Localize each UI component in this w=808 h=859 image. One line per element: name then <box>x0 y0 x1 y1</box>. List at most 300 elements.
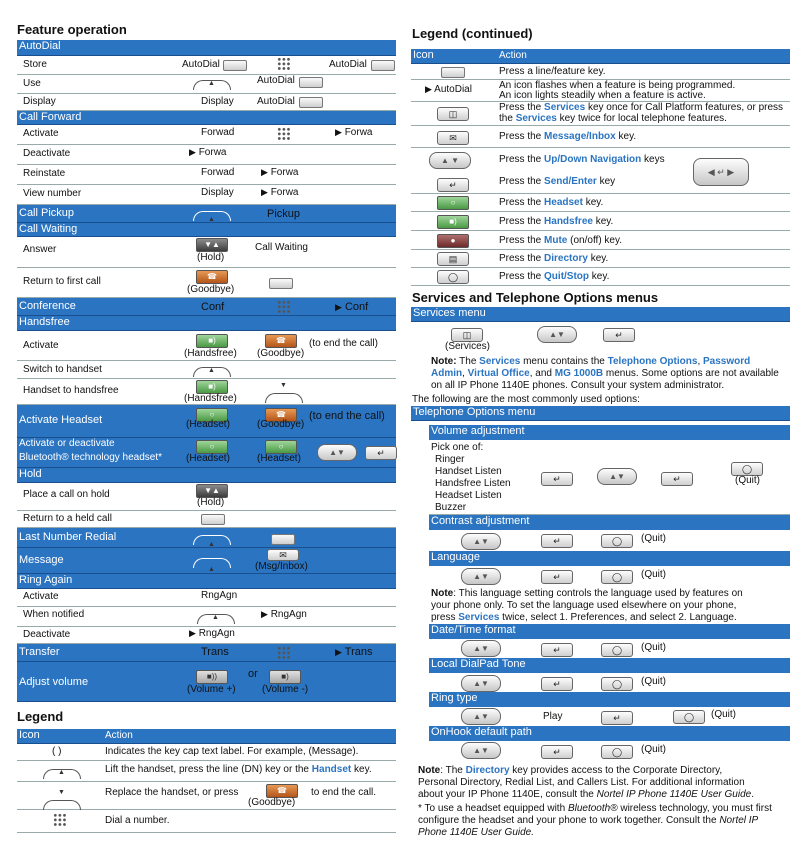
note-keyword: Password <box>703 356 751 367</box>
headset-key-icon: ○ <box>196 408 228 422</box>
headset-band <box>17 405 396 438</box>
enter-key-icon: ↵ <box>541 570 573 584</box>
row-label: Display <box>23 96 56 107</box>
services-keyword: Services <box>458 612 500 623</box>
navigation-key-icon: ▲▼ <box>597 468 637 485</box>
display-text: (to end the call) <box>309 410 385 422</box>
lift-handset-icon <box>193 211 231 221</box>
band-label: Call Pickup <box>19 207 75 219</box>
legend-text: key. <box>582 197 604 208</box>
display-text: Pickup <box>267 208 301 220</box>
row-label: Return to first call <box>23 276 101 287</box>
services-band: Services menu <box>411 307 790 322</box>
band-label: Last Number Redial <box>19 531 117 543</box>
goodbye-key-icon: ☎ <box>266 784 298 798</box>
band-label: Message <box>19 554 64 566</box>
key-caption: (Headset) <box>186 453 230 464</box>
legend-text: keys <box>641 154 665 165</box>
ringagain-notified-row <box>17 607 396 627</box>
replace-handset-icon <box>265 393 303 403</box>
enter-key-icon: ↵ <box>541 472 573 486</box>
navigation-key-icon: ▲▼ <box>461 533 501 550</box>
enter-key-icon: ↵ <box>541 677 573 691</box>
callwaiting-answer-row <box>17 237 396 268</box>
note-keyword: Admin <box>431 368 463 379</box>
following-text: The following are the most commonly used options: <box>412 394 640 405</box>
keycap-text-icon: ( ) <box>52 746 62 757</box>
footnote-text: configure the headset and your phone to work together. Consult the <box>418 815 720 826</box>
enter-key-icon: ↵ <box>541 643 573 657</box>
or-text: or <box>248 668 258 680</box>
line-key-icon <box>271 534 295 545</box>
message-band <box>17 548 396 574</box>
key-caption: (Goodbye) <box>257 419 305 430</box>
feature-indicator-icon: ▶ <box>261 187 268 197</box>
navigation-key-icon: ▲▼ <box>461 568 501 585</box>
display-text: RngAgn <box>270 609 307 620</box>
col-icon-header: Icon <box>19 729 40 741</box>
display-text: RngAgn <box>198 628 235 639</box>
legend-row <box>17 782 396 810</box>
legend-text: Replace the handset, or press <box>105 787 239 798</box>
legend2-row <box>411 102 790 126</box>
feature-indicator-icon: ▶ <box>335 302 342 312</box>
telephone-options-band: Telephone Options menu <box>411 406 790 421</box>
display-text: Conf <box>344 301 369 313</box>
legend-text: Press the <box>499 176 545 187</box>
key-caption: (Handsfree) <box>184 348 237 359</box>
feature-indicator-icon: ▶ <box>261 609 268 619</box>
callforward-activate-row <box>17 125 396 145</box>
legend-text: Lift the handset, press the line (DN) key or the <box>105 764 312 775</box>
legend2-row <box>411 212 790 231</box>
services-keyword: Services <box>544 102 586 113</box>
footnote-text: wireless technology, you must first <box>617 803 772 814</box>
lift-handset-icon <box>197 614 235 624</box>
key-caption: (Quit) <box>641 676 666 687</box>
handsfree-keyword: Handsfree <box>544 216 593 227</box>
key-caption: (Headset) <box>257 453 301 464</box>
quit-key-icon: ◯ <box>601 570 633 584</box>
callforward-view-row <box>17 185 396 205</box>
directory-keyword: Directory <box>544 253 588 264</box>
row-label: Activate <box>23 340 59 351</box>
transfer-band <box>17 644 396 662</box>
callforward-band: Call Forward <box>17 111 396 125</box>
legend2-row <box>411 250 790 268</box>
navigation-keyword: Up/Down Navigation <box>544 154 642 165</box>
note-keyword: Virtual Office <box>467 368 530 379</box>
enter-key-icon: ↵ <box>603 328 635 342</box>
row-label: Deactivate <box>23 148 71 159</box>
lift-handset-icon <box>193 367 231 377</box>
contrast-band: Contrast adjustment <box>429 515 790 530</box>
display-text: Forwa <box>270 167 299 178</box>
handsfree-key-icon: ■) <box>196 334 228 348</box>
autodial-band: AutoDial <box>17 40 396 56</box>
services-key-icon: ◫ <box>437 107 469 121</box>
display-text: Forwa <box>270 187 299 198</box>
enter-key-icon: ↵ <box>661 472 693 486</box>
line-key-icon <box>201 514 225 525</box>
note-text: The <box>456 356 480 367</box>
line-key-icon <box>223 60 247 71</box>
callwaiting-return-row <box>17 268 396 298</box>
callwaiting-band: Call Waiting <box>17 223 396 237</box>
display-text: (to end the call) <box>309 338 378 349</box>
lift-handset-icon <box>193 558 231 568</box>
display-text: Forwad <box>201 127 235 138</box>
enter-key-icon: ↵ <box>541 745 573 759</box>
mute-keyword: Mute <box>544 235 568 246</box>
handsfree-key-icon: ■) <box>437 215 469 229</box>
play-text: Play <box>543 711 563 722</box>
hold-return-row <box>17 511 396 528</box>
lift-handset-icon <box>193 535 231 545</box>
note-keyword: Telephone Options <box>607 356 698 367</box>
key-caption: (Goodbye) <box>257 348 305 359</box>
note-keyword: MG 1000B <box>554 368 604 379</box>
row-label: When notified <box>23 609 85 620</box>
mute-key-icon: ● <box>437 234 469 248</box>
ringagain-band: Ring Again <box>17 574 396 589</box>
quit-key-icon: ◯ <box>601 677 633 691</box>
key-caption: (Quit) <box>641 642 666 653</box>
message-keyword: Message/Inbox <box>544 131 616 142</box>
legend2-row <box>411 80 790 102</box>
legend-text: Press a line/feature key. <box>499 66 606 77</box>
bluetooth-band <box>17 438 396 468</box>
option-item: Buzzer <box>435 502 467 513</box>
row-label: Switch to handset <box>23 364 102 375</box>
display-text: Forwa <box>344 127 373 138</box>
row-label: Return to a held call <box>23 513 112 524</box>
legend-text: key once for Call Platform features, or press <box>585 102 784 113</box>
autodial-store-row <box>17 56 396 75</box>
services-keyword: Services <box>515 113 557 124</box>
user-guide-title: Phone 1140E User Guide. <box>418 827 535 838</box>
note-label: Note: <box>431 356 457 367</box>
row-label: Answer <box>23 244 57 255</box>
lift-handset-icon <box>43 769 81 779</box>
hold-band: Hold <box>17 468 396 483</box>
volume-down-key-icon: ■) <box>269 670 301 684</box>
goodbye-key-icon: ☎ <box>265 408 297 422</box>
enter-key-icon: ↵ <box>601 711 633 725</box>
legend-text: (on/off) key. <box>567 235 623 246</box>
dialpad-icon <box>277 300 291 314</box>
volume-up-key-icon: ■)) <box>196 670 228 684</box>
goodbye-key-icon: ☎ <box>196 270 228 284</box>
display-text: AutoDial <box>257 96 295 107</box>
legend2-row <box>411 194 790 212</box>
display-text: Call Waiting <box>255 242 308 253</box>
note-text: Personal Directory, Redial List, and Callers List. For additional information <box>418 777 745 788</box>
navigation-key-icon: ▲▼ <box>461 742 501 759</box>
dialpad-icon <box>277 57 291 71</box>
user-guide-title: Nortel IP <box>719 815 759 826</box>
directory-keyword: Directory <box>465 765 510 776</box>
navigation-cluster-icon: ◀ ↵ ▶ <box>693 158 749 186</box>
dialpad-icon <box>277 646 291 660</box>
quit-key-icon: ◯ <box>601 745 633 759</box>
legend-text: key <box>596 176 616 187</box>
navigation-key-icon: ▲▼ <box>537 326 577 343</box>
display-text: RngAgn <box>201 590 238 601</box>
note-text: , <box>462 368 468 379</box>
legend-text: key. <box>615 131 637 142</box>
quit-key-icon: ◯ <box>673 710 705 724</box>
navigation-key-icon: ▲▼ <box>461 640 501 657</box>
navigation-key-icon: ▲▼ <box>317 444 357 461</box>
ringagain-activate-row <box>17 589 396 607</box>
replace-handset-icon <box>43 800 81 810</box>
language-band: Language <box>429 551 790 566</box>
pick-one-text: Pick one of: <box>431 442 484 453</box>
row-label: Activate <box>23 591 59 602</box>
quit-key-icon: ◯ <box>601 534 633 548</box>
legend2-header <box>411 49 790 64</box>
hold-key-icon: ▼▲ <box>196 238 228 252</box>
directory-key-icon: ▤ <box>437 252 469 266</box>
note-label: Note <box>418 765 441 776</box>
headset-keyword: Headset <box>544 197 583 208</box>
handsfree-switch-row <box>17 361 396 379</box>
headset-key-icon: ○ <box>265 440 297 454</box>
callforward-deactivate-row <box>17 145 396 165</box>
display-text: AutoDial <box>182 59 220 70</box>
footnote-text: * To use a headset equipped with <box>418 803 568 814</box>
headset-key-icon: ○ <box>437 196 469 210</box>
legend-text: Press the <box>499 197 545 208</box>
row-label: Reinstate <box>23 168 66 179</box>
legend-text: An icon lights steadily when a feature is active. <box>499 90 706 101</box>
band-label: Activate Headset <box>19 414 103 426</box>
note-text: key provides access to the Corporate Directory, <box>509 765 723 776</box>
note-text: , <box>697 356 703 367</box>
volume-adjustment-band: Volume adjustment <box>429 425 790 440</box>
note-text: : The <box>440 765 466 776</box>
key-caption: (Quit) <box>641 533 666 544</box>
legend-row <box>17 744 396 761</box>
display-text: Trans <box>344 646 373 658</box>
feature-indicator-icon: ▶ <box>425 84 432 94</box>
services-title: Services and Telephone Options menus <box>412 290 659 305</box>
key-caption: (Volume +) <box>187 684 236 695</box>
callpickup-band <box>17 205 396 223</box>
display-text: Forwa <box>198 147 227 158</box>
lift-handset-icon <box>193 80 231 90</box>
legend-row <box>17 761 396 782</box>
legend-text: Press the <box>499 102 545 113</box>
ring-type-band: Ring type <box>429 692 790 707</box>
display-text: Conf <box>201 301 225 313</box>
note-text: twice, select 1. Preferences, and select 2. Language. <box>499 612 737 623</box>
key-caption: (Quit) <box>711 709 736 720</box>
note-text: menu contains the <box>520 356 608 367</box>
legend-text: key. <box>589 271 610 282</box>
callforward-reinstate-row <box>17 165 396 185</box>
legend-text: the <box>499 113 516 124</box>
dialpad-tone-band: Local DialPad Tone <box>429 658 790 673</box>
handsfree-band: Handsfree <box>17 316 396 331</box>
quit-key-icon: ◯ <box>731 462 763 476</box>
row-label: Place a call on hold <box>23 489 110 500</box>
note-text: press <box>431 612 459 623</box>
legend-row <box>17 810 396 833</box>
legend-text: Dial a number. <box>105 815 170 826</box>
key-caption: (Goodbye) <box>248 797 296 808</box>
navigation-key-icon: ▲▼ <box>461 708 501 725</box>
enter-key-icon: ↵ <box>541 534 573 548</box>
feature-indicator-icon: ▶ <box>261 167 268 177</box>
row-label: View number <box>23 188 82 199</box>
band-label: Bluetooth® technology headset* <box>19 452 163 463</box>
legend-text: Press the <box>499 235 545 246</box>
navigation-key-icon: ▲ ▼ <box>429 152 471 169</box>
dialpad-icon <box>53 813 67 827</box>
legend-text: key. <box>351 764 372 775</box>
volume-band <box>17 662 396 702</box>
legend-text: An icon flashes when a feature is being programmed. <box>499 80 736 91</box>
hold-place-row <box>17 483 396 511</box>
quit-key-icon: ◯ <box>437 270 469 284</box>
enter-key-icon: ↵ <box>365 446 397 460</box>
key-caption: (Msg/Inbox) <box>255 561 308 572</box>
feature-indicator-icon: ▶ <box>335 647 342 657</box>
ringagain-deactivate-row <box>17 627 396 644</box>
key-caption: (Services) <box>445 341 491 352</box>
option-item: Handset Listen <box>435 466 502 477</box>
quit-keyword: Quit/Stop <box>544 271 590 282</box>
line-key-icon <box>299 97 323 108</box>
services-key-icon: ◫ <box>451 328 483 342</box>
note-text: on all IP Phone 1140E phones. Consult your system administrator. <box>431 380 725 391</box>
note-text: menus. Some options are not available <box>603 368 779 379</box>
send-keyword: Send/Enter <box>544 176 597 187</box>
note-text: your phone only. To set the language used elsewhere on your phone, <box>431 600 737 611</box>
display-text: Forwad <box>201 167 235 178</box>
datetime-band: Date/Time format <box>429 624 790 639</box>
legend2-row <box>411 126 790 148</box>
line-key-icon <box>269 278 293 289</box>
key-caption: (Handsfree) <box>184 393 237 404</box>
feature-indicator-icon: ▶ <box>189 628 196 638</box>
note-text: about your IP Phone 1140E, consult the <box>418 789 597 800</box>
legend2-row <box>411 268 790 286</box>
hold-key-icon: ▼▲ <box>196 484 228 498</box>
legend-text: Press the <box>499 216 545 227</box>
legend-text: key. <box>587 253 609 264</box>
line-key-icon <box>299 77 323 88</box>
legend-text: Indicates the key cap text label. For example, (Message). <box>105 746 359 757</box>
note-text: . <box>751 789 754 800</box>
message-key-icon: ✉ <box>267 549 299 561</box>
legend-continued-title: Legend (continued) <box>412 26 533 41</box>
quit-key-icon: ◯ <box>601 643 633 657</box>
note-keyword: Services <box>479 356 521 367</box>
key-caption: (Headset) <box>186 419 230 430</box>
option-item: Headset Listen <box>435 490 502 501</box>
row-label: Activate <box>23 128 59 139</box>
row-label: Handset to handsfree <box>23 385 119 396</box>
band-label: Transfer <box>19 646 60 658</box>
display-text: AutoDial <box>434 84 472 95</box>
key-caption: (Goodbye) <box>187 284 235 295</box>
key-caption: (Hold) <box>197 497 225 508</box>
row-label: Deactivate <box>23 629 71 640</box>
note-label: Note <box>431 588 454 599</box>
row-label: Use <box>23 78 41 89</box>
goodbye-key-icon: ☎ <box>265 334 297 348</box>
enter-key-icon: ↵ <box>437 178 469 192</box>
handsfree-key-icon: ■) <box>196 380 228 394</box>
onhook-band: OnHook default path <box>429 726 790 741</box>
feature-operation-title: Feature operation <box>17 22 127 37</box>
col-action-header: Action <box>105 730 133 741</box>
key-caption: (Quit) <box>641 744 666 755</box>
headset-key-icon: ○ <box>196 440 228 454</box>
note-text: : This language setting controls the language used by features on <box>453 588 743 599</box>
legend-text: key twice for local telephone features. <box>556 113 727 124</box>
band-label: Conference <box>19 300 76 312</box>
handsfree-handset-row <box>17 379 396 405</box>
note-text: , and <box>529 368 555 379</box>
key-caption: (Quit) <box>735 475 760 486</box>
display-text: Display <box>201 187 234 198</box>
row-label: Store <box>23 59 47 70</box>
navigation-key-icon: ▲▼ <box>461 675 501 692</box>
legend-text: Press the <box>499 253 545 264</box>
band-label: Adjust volume <box>19 676 89 688</box>
autodial-display-row <box>17 94 396 111</box>
line-key-icon <box>371 60 395 71</box>
dialpad-icon <box>277 127 291 141</box>
lnr-band <box>17 528 396 548</box>
line-key-icon <box>441 67 465 78</box>
message-key-icon: ✉ <box>437 131 469 145</box>
legend2-row <box>411 64 790 80</box>
display-text: AutoDial <box>329 59 367 70</box>
feature-indicator-icon: ▶ <box>335 127 342 137</box>
autodial-use-row <box>17 75 396 94</box>
handset-keyword: Handset <box>311 764 352 775</box>
option-item: Ringer <box>435 454 465 465</box>
key-caption: (Quit) <box>641 569 666 580</box>
user-guide-title: Nortel IP Phone 1140E User Guide <box>596 789 752 800</box>
legend-text: Press the <box>499 271 545 282</box>
col-action-header: Action <box>499 50 527 61</box>
legend2-row <box>411 148 790 194</box>
legend2-row <box>411 231 790 250</box>
handsfree-activate-row <box>17 331 396 361</box>
legend-header <box>17 729 396 744</box>
key-caption: (Hold) <box>197 252 225 263</box>
option-item: Handsfree Listen <box>435 478 511 489</box>
conference-band <box>17 298 396 316</box>
legend-text: key. <box>592 216 614 227</box>
feature-indicator-icon: ▶ <box>189 147 196 157</box>
display-text: Display <box>201 96 234 107</box>
legend-title: Legend <box>17 709 64 724</box>
display-text: Trans <box>201 646 229 658</box>
legend-text: Press the <box>499 154 545 165</box>
legend-text: to end the call. <box>311 787 377 798</box>
col-icon-header: Icon <box>413 49 434 61</box>
band-label: Activate or deactivate <box>19 438 115 449</box>
key-caption: (Volume -) <box>262 684 309 695</box>
display-text: AutoDial <box>257 75 295 86</box>
